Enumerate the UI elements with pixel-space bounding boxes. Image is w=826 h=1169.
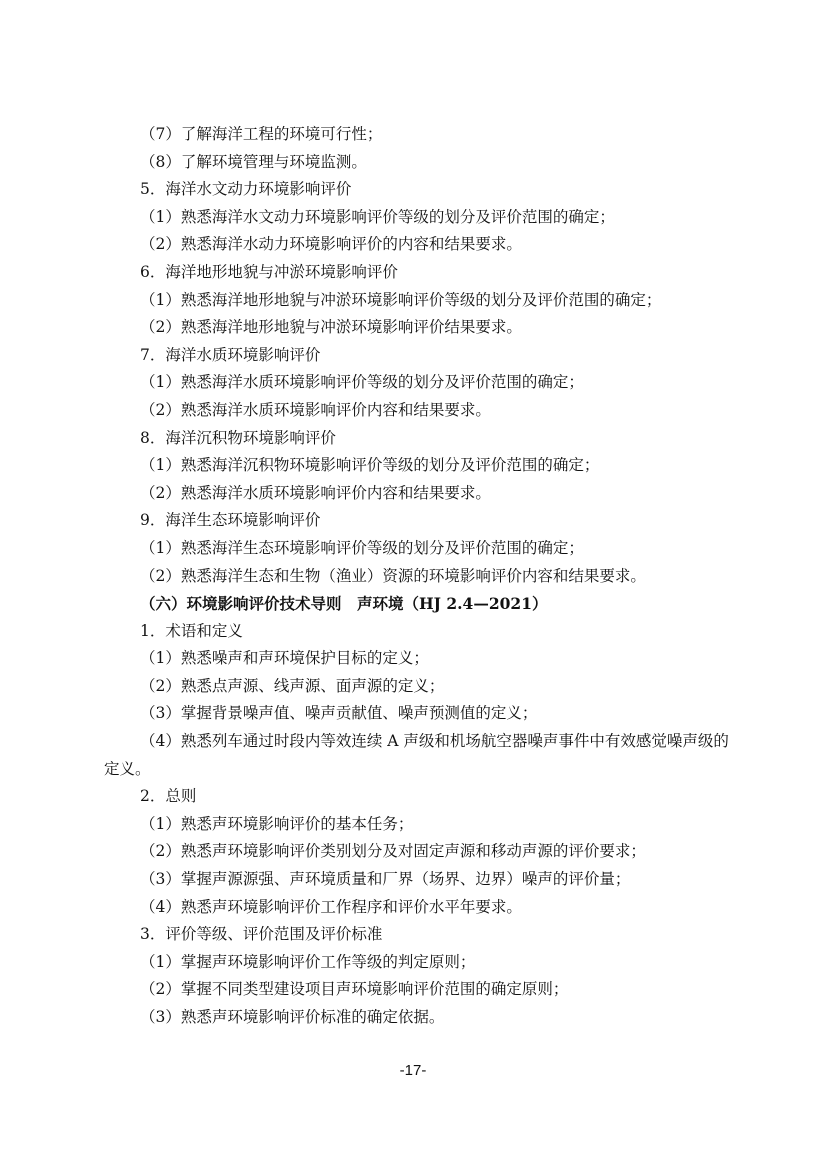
list-item: （4）熟悉声环境影响评价工作程序和评价水平年要求。 <box>140 897 522 916</box>
list-item: （3）掌握背景噪声值、噪声贡献值、噪声预测值的定义； <box>140 704 538 723</box>
list-item: （2）熟悉点声源、线声源、面声源的定义； <box>140 676 445 695</box>
section-heading: 6．海洋地形地貌与冲淤环境影响评价 <box>140 262 398 281</box>
section-heading: 2．总则 <box>140 787 197 806</box>
document-body <box>104 121 744 1032</box>
section-heading: 5．海洋水文动力环境影响评价 <box>140 180 352 199</box>
list-item: （2）掌握不同类型建设项目声环境影响评价范围的确定原则； <box>140 980 569 999</box>
section-heading: 9．海洋生态环境影响评价 <box>140 511 321 530</box>
page-number: -17- <box>399 1062 427 1079</box>
section-heading: 1．术语和定义 <box>140 621 243 640</box>
list-item-wrapped: （4）熟悉列车通过时段内等效连续 A 声级和机场航空器噪声事件中有效感觉噪声级的定义。 <box>104 732 729 778</box>
list-item: （2）熟悉海洋地形地貌与冲淤环境影响评价结果要求。 <box>140 318 522 337</box>
section-heading: 7．海洋水质环境影响评价 <box>140 345 321 364</box>
section-heading: 3．评价等级、评价范围及评价标准 <box>140 925 383 944</box>
list-item: （1）熟悉海洋生态环境影响评价等级的划分及评价范围的确定； <box>140 538 584 557</box>
list-item: （3）掌握声源源强、声环境质量和厂界（场界、边界）噪声的评价量； <box>140 870 631 889</box>
list-item: （2）熟悉海洋水动力环境影响评价的内容和结果要求。 <box>140 235 522 254</box>
list-item: （1）熟悉海洋地形地貌与冲淤环境影响评价等级的划分及评价范围的确定； <box>140 290 662 309</box>
list-item: （1）熟悉海洋沉积物环境影响评价等级的划分及评价范围的确定； <box>140 456 600 475</box>
chapter-heading: （六）环境影响评价技术导则 声环境（HJ 2.4—2021） <box>140 594 548 614</box>
list-item: （3）熟悉声环境影响评价标准的确定依据。 <box>140 1008 445 1026</box>
list-item: （1）熟悉海洋水文动力环境影响评价等级的划分及评价范围的确定； <box>140 207 615 226</box>
list-item: （1）熟悉声环境影响评价的基本任务； <box>140 814 414 833</box>
list-item: （1）熟悉噪声和声环境保护目标的定义； <box>140 649 429 668</box>
list-item: （2）熟悉声环境影响评价类别划分及对固定声源和移动声源的评价要求； <box>140 842 646 861</box>
list-item: （7）了解海洋工程的环境可行性； <box>140 125 383 143</box>
list-item: （2）熟悉海洋水质环境影响评价内容和结果要求。 <box>140 400 491 419</box>
list-item: （2）熟悉海洋水质环境影响评价内容和结果要求。 <box>140 483 491 502</box>
list-item: （2）熟悉海洋生态和生物（渔业）资源的环境影响评价内容和结果要求。 <box>140 566 646 585</box>
section-heading: 8．海洋沉积物环境影响评价 <box>140 428 336 447</box>
list-item: （1）掌握声环境影响评价工作等级的判定原则； <box>140 952 476 971</box>
list-item: （8）了解环境管理与环境监测。 <box>140 152 367 171</box>
list-item: （1）熟悉海洋水质环境影响评价等级的划分及评价范围的确定； <box>140 373 584 392</box>
